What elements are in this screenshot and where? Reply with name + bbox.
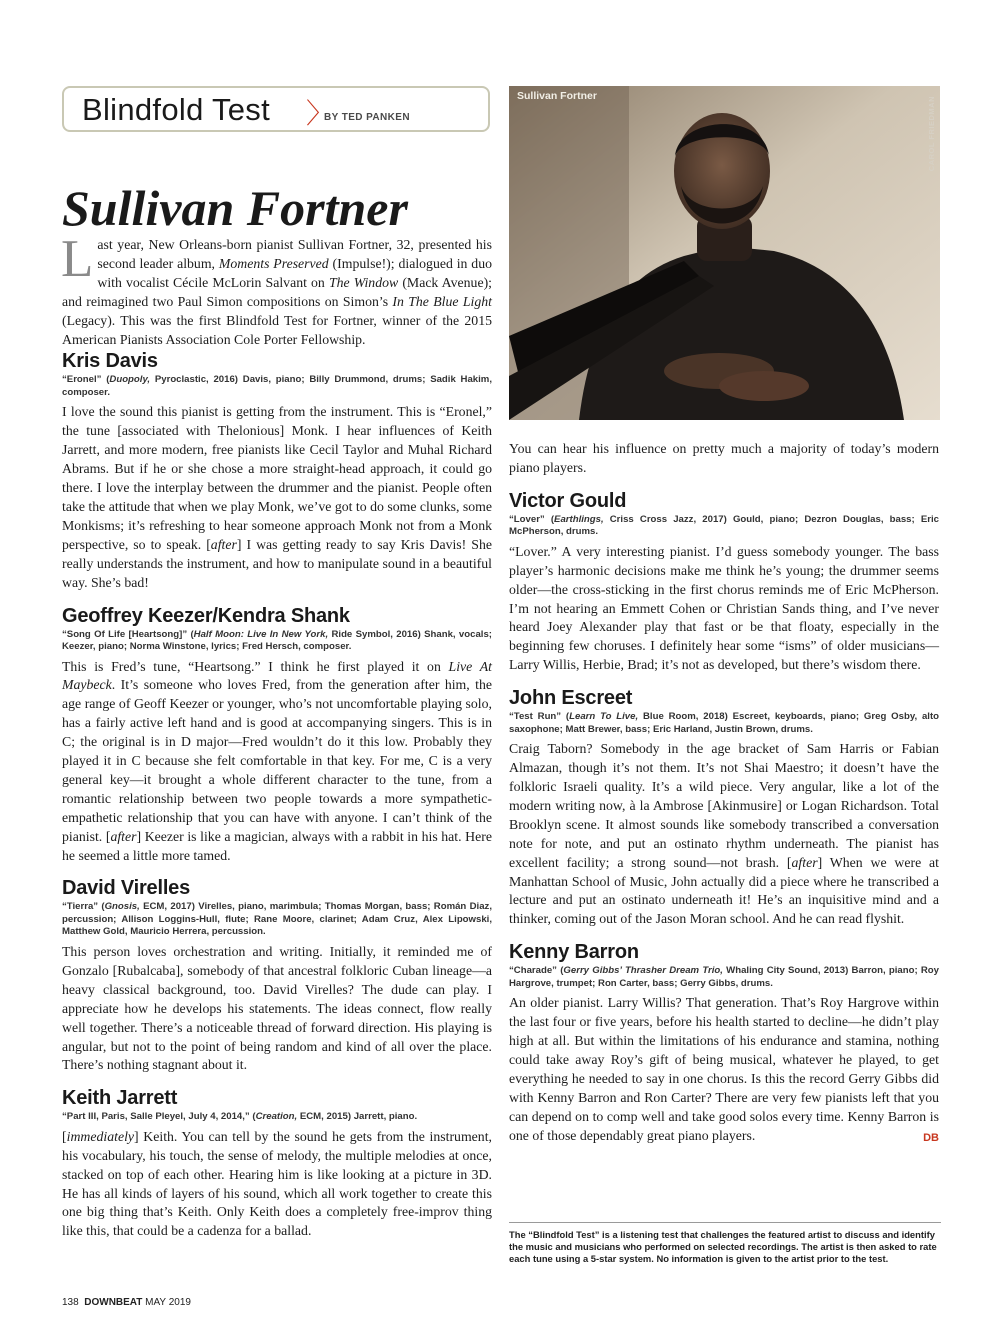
intro-paragraph: Last year, New Orleans-born pianist Sullivan Fortner, 32, presented his second leader album, Moments Preserved (Impulse!); dialogued in duo with vocalist Cécile McLorin Salvant on The Window (Mack Avenue); and reimagined two Paul Simon compositions on Simon’s In The Blue Light (Legacy). This was the first Blindfold Test for Fortner, winner of the 2015 American Pianists Association Cole Porter Fellowship. <box>61 230 492 347</box>
artist-heading: Kenny Barron <box>509 941 639 964</box>
end-mark: DB <box>923 1131 939 1144</box>
page-number: 138 <box>62 1297 79 1308</box>
photo-credit: CAROL FRIEDMAN <box>927 96 936 172</box>
chevron-right-icon: 〉 <box>306 97 335 130</box>
review-section <box>62 1086 492 1241</box>
recording-credit: “Lover” (Earthlings, Criss Cross Jazz, 2017) Gould, piano; Dezron Douglas, bass; Eric McPherson, drums. <box>509 513 939 538</box>
portrait-illustration <box>509 86 940 420</box>
recording-credit: “Test Run” (Learn To Live, Blue Room, 2018) Escreet, keyboards, piano; Greg Osby, alto saxophone; Matt Brewer, bass; Eric Harland, Justin Brown, drums. <box>509 711 939 735</box>
artist-heading: Keith Jarrett <box>62 1087 178 1110</box>
review-section <box>62 349 492 592</box>
review-body: This is Fred’s tune, “Heartsong.” I think he first played it on Live At Maybeck. It’s someone who loves Fred, from the generation after him, the age range of Geoff Keezer or younger, who’s not uncomfortable playing solo, has a fairly active left hand and is good at accompanying singers. This is in C; the original is in D major—Fred wouldn’t do it this low. Probably they played it in C because she felt comfortable in that key. For me, C is a very general key—it brought a whole different character to the tune, from a romantic relationship between two people towards a more sympathetic-empathetic relationship that you can have with anyone. I can’t think of the pianist. [after] Keezer is like a magician, always with a rabbit in his hat. Here he seemed a little more tamed. <box>62 658 492 863</box>
byline: BY TED PANKEN <box>324 112 410 123</box>
magazine-name: DOWNBEAT <box>84 1297 143 1308</box>
page-folio <box>62 1297 191 1308</box>
right-column <box>509 440 939 1156</box>
review-body: “Lover.” A very interesting pianist. I’d guess somebody younger. The bass player’s harmonic decisions make me think he’s young; the drummer seems older—the cross-sticking in the first chorus reminds me of Eric McPherson. I’m not hearing an Emmett Cohen or Christian Sands thing, and I’ve never heard Joey Alexander play that fast or be that floaty, especially in the beginning few choruses. I definitely hear some “isms” of older musicians—Larry Willis, Herbie, Brad; it’s not as developed, but there’s wisdom there. <box>509 543 939 673</box>
left-column <box>61 230 493 1252</box>
review-continuation <box>509 440 939 478</box>
recording-credit: “Charade” (Gerry Gibbs’ Thrasher Dream Trio, Whaling City Sound, 2013) Barron, piano; Roy Hargrove, trumpet; Ron Carter, bass; Gerry Gibbs, drums. <box>509 965 939 989</box>
review-section <box>62 876 492 1075</box>
drop-cap: L <box>61 230 94 288</box>
review-body: An older pianist. Larry Willis? That generation. That’s Roy Hargrove within the last four or five years, before his health started to decline—he didn’t play high at all. But within the limitations of his endurance and stamina, nothing could take away Roy’s gift of being musical, whatever he played, to get everything he needed to say in one chorus. Is this the record Gerry Gibbs did with Kenny Barron and Ron Carter? There are very few pianists left that you can depend on to comp well and take good solos every time. Kenny Barron is one of those dependably great piano players. DB <box>509 994 939 1145</box>
review-body: This person loves orchestration and writing. Initially, it reminded me of Gonzalo [Rubalcaba], somebody of that ancestral folkloric Cuban lineage—a heavy classical background, too. David Virelles? The dude can play. I appreciate how he develops his statements. The ideas connect, flow really well together. There’s a noticeable thread of forward direction. His playing is angular, but not to the point of being random and kind of all over the place. There’s nothing stagnant about it. <box>62 943 492 1073</box>
artist-heading: John Escreet <box>509 687 633 710</box>
review-body: I love the sound this pianist is getting from the instrument. This is “Eronel,” the tune [associated with Thelonious] Monk. I hear influences of Keith Jarrett, and more modern, free pianists like Cecil Taylor and Muhal Richard Abrams. But if he or she chose a more straight-head approach, it could go there. I love the interplay between the drummer and the pianist. People often take the attitude that when we play Monk, we’ve got to do some clunks, some Monkisms; it’s refreshing to hear someone approach Monk not from a Monk perspective, so to speak. [after] I was getting ready to say Kris Davis! She really understands the instrument, and how to manipulate sound in a beautiful way. She’s bad! <box>62 404 492 590</box>
article-title: Sullivan Fortner <box>62 180 408 236</box>
photo-caption: Sullivan Fortner <box>517 90 597 102</box>
artist-heading: David Virelles <box>62 877 191 900</box>
review-body: You can hear his influence on pretty much a majority of today’s modern piano players. <box>509 441 939 475</box>
portrait-photo <box>509 86 940 420</box>
recording-credit: “Part III, Paris, Salle Pleyel, July 4, 2014,” (Creation, ECM, 2015) Jarrett, piano. <box>62 1111 418 1123</box>
footnote-divider <box>509 1222 941 1223</box>
review-section <box>62 604 492 866</box>
recording-credit: “Tierra” (Gnosis, ECM, 2017) Virelles, piano, marimbula; Thomas Morgan, bass; Román Diaz, percussion; Allison Loggins-Hull, flute; Rane Moore, clarinet; Adam Cruz, Alex Lipowski, Matthew Gold, Mauricio Herrera, percussion. <box>62 901 492 938</box>
review-section <box>509 940 939 1145</box>
review-section <box>509 686 939 929</box>
issue-date: MAY 2019 <box>145 1297 191 1308</box>
artist-heading: Victor Gould <box>509 489 627 512</box>
review-body: Craig Taborn? Somebody in the age bracket of Sam Harris or Fabian Almazan, though it’s not them. It’s not Shai Maestro; it doesn’t have the folkloric Israeli quality. It’s a wild piece. Very angular, like a lot of the modern writing now, à la Ambrose [Akinmusire] or Logan Richardson. Total Brooklyn scene. It almost sounds like somebody transcribed a conversation note for note, and put an ostinato rhythm underneath. The pianist has excellent facility; a strong sound—not brash. [after] When we were at Manhattan School of Music, John actually did a piece where he transcribed a lecture and put an ostinato underneath it! He’s an inquisitive mind and a thinker, coming out of the Jason Moran school. And he can read flyshit. <box>509 741 939 927</box>
review-body: [immediately] Keith. You can tell by the sound he gets from the instrument, his vocabulary, his touch, the sense of melody, the multiple melodies at once, stacked on top of each other. Hearing him is like looking at a picture in 3D. He has all kinds of layers of his sound, which all work together to create this one big thing that’s Keith. Only Keith does a completely free-improv thing like this, that could be a cadenza for a ballad. <box>62 1128 492 1239</box>
recording-credit: “Song Of Life [Heartsong]” (Half Moon: Live In New York, Ride Symbol, 2016) Shank, vocals; Keezer, piano; Norma Winstone, lyrics; Fred Hersch, composer. <box>62 628 492 652</box>
section-header <box>62 86 490 132</box>
artist-heading: Geoffrey Keezer/Kendra Shank <box>62 604 350 627</box>
review-section <box>509 489 939 675</box>
recording-credit: “Eronel” (Duopoly, Pyroclastic, 2016) Davis, piano; Billy Drummond, drums; Sadik Hakim, composer. <box>62 374 493 398</box>
footnote: The “Blindfold Test” is a listening test that challenges the featured artist to discuss and identify the music and musicians who performed on selected recordings. The artist is then asked to rate each tune using a 5-star system. No information is given to the artist prior to the test. <box>509 1229 937 1264</box>
artist-heading: Kris Davis <box>62 350 158 373</box>
section-title: Blindfold Test <box>82 92 271 127</box>
